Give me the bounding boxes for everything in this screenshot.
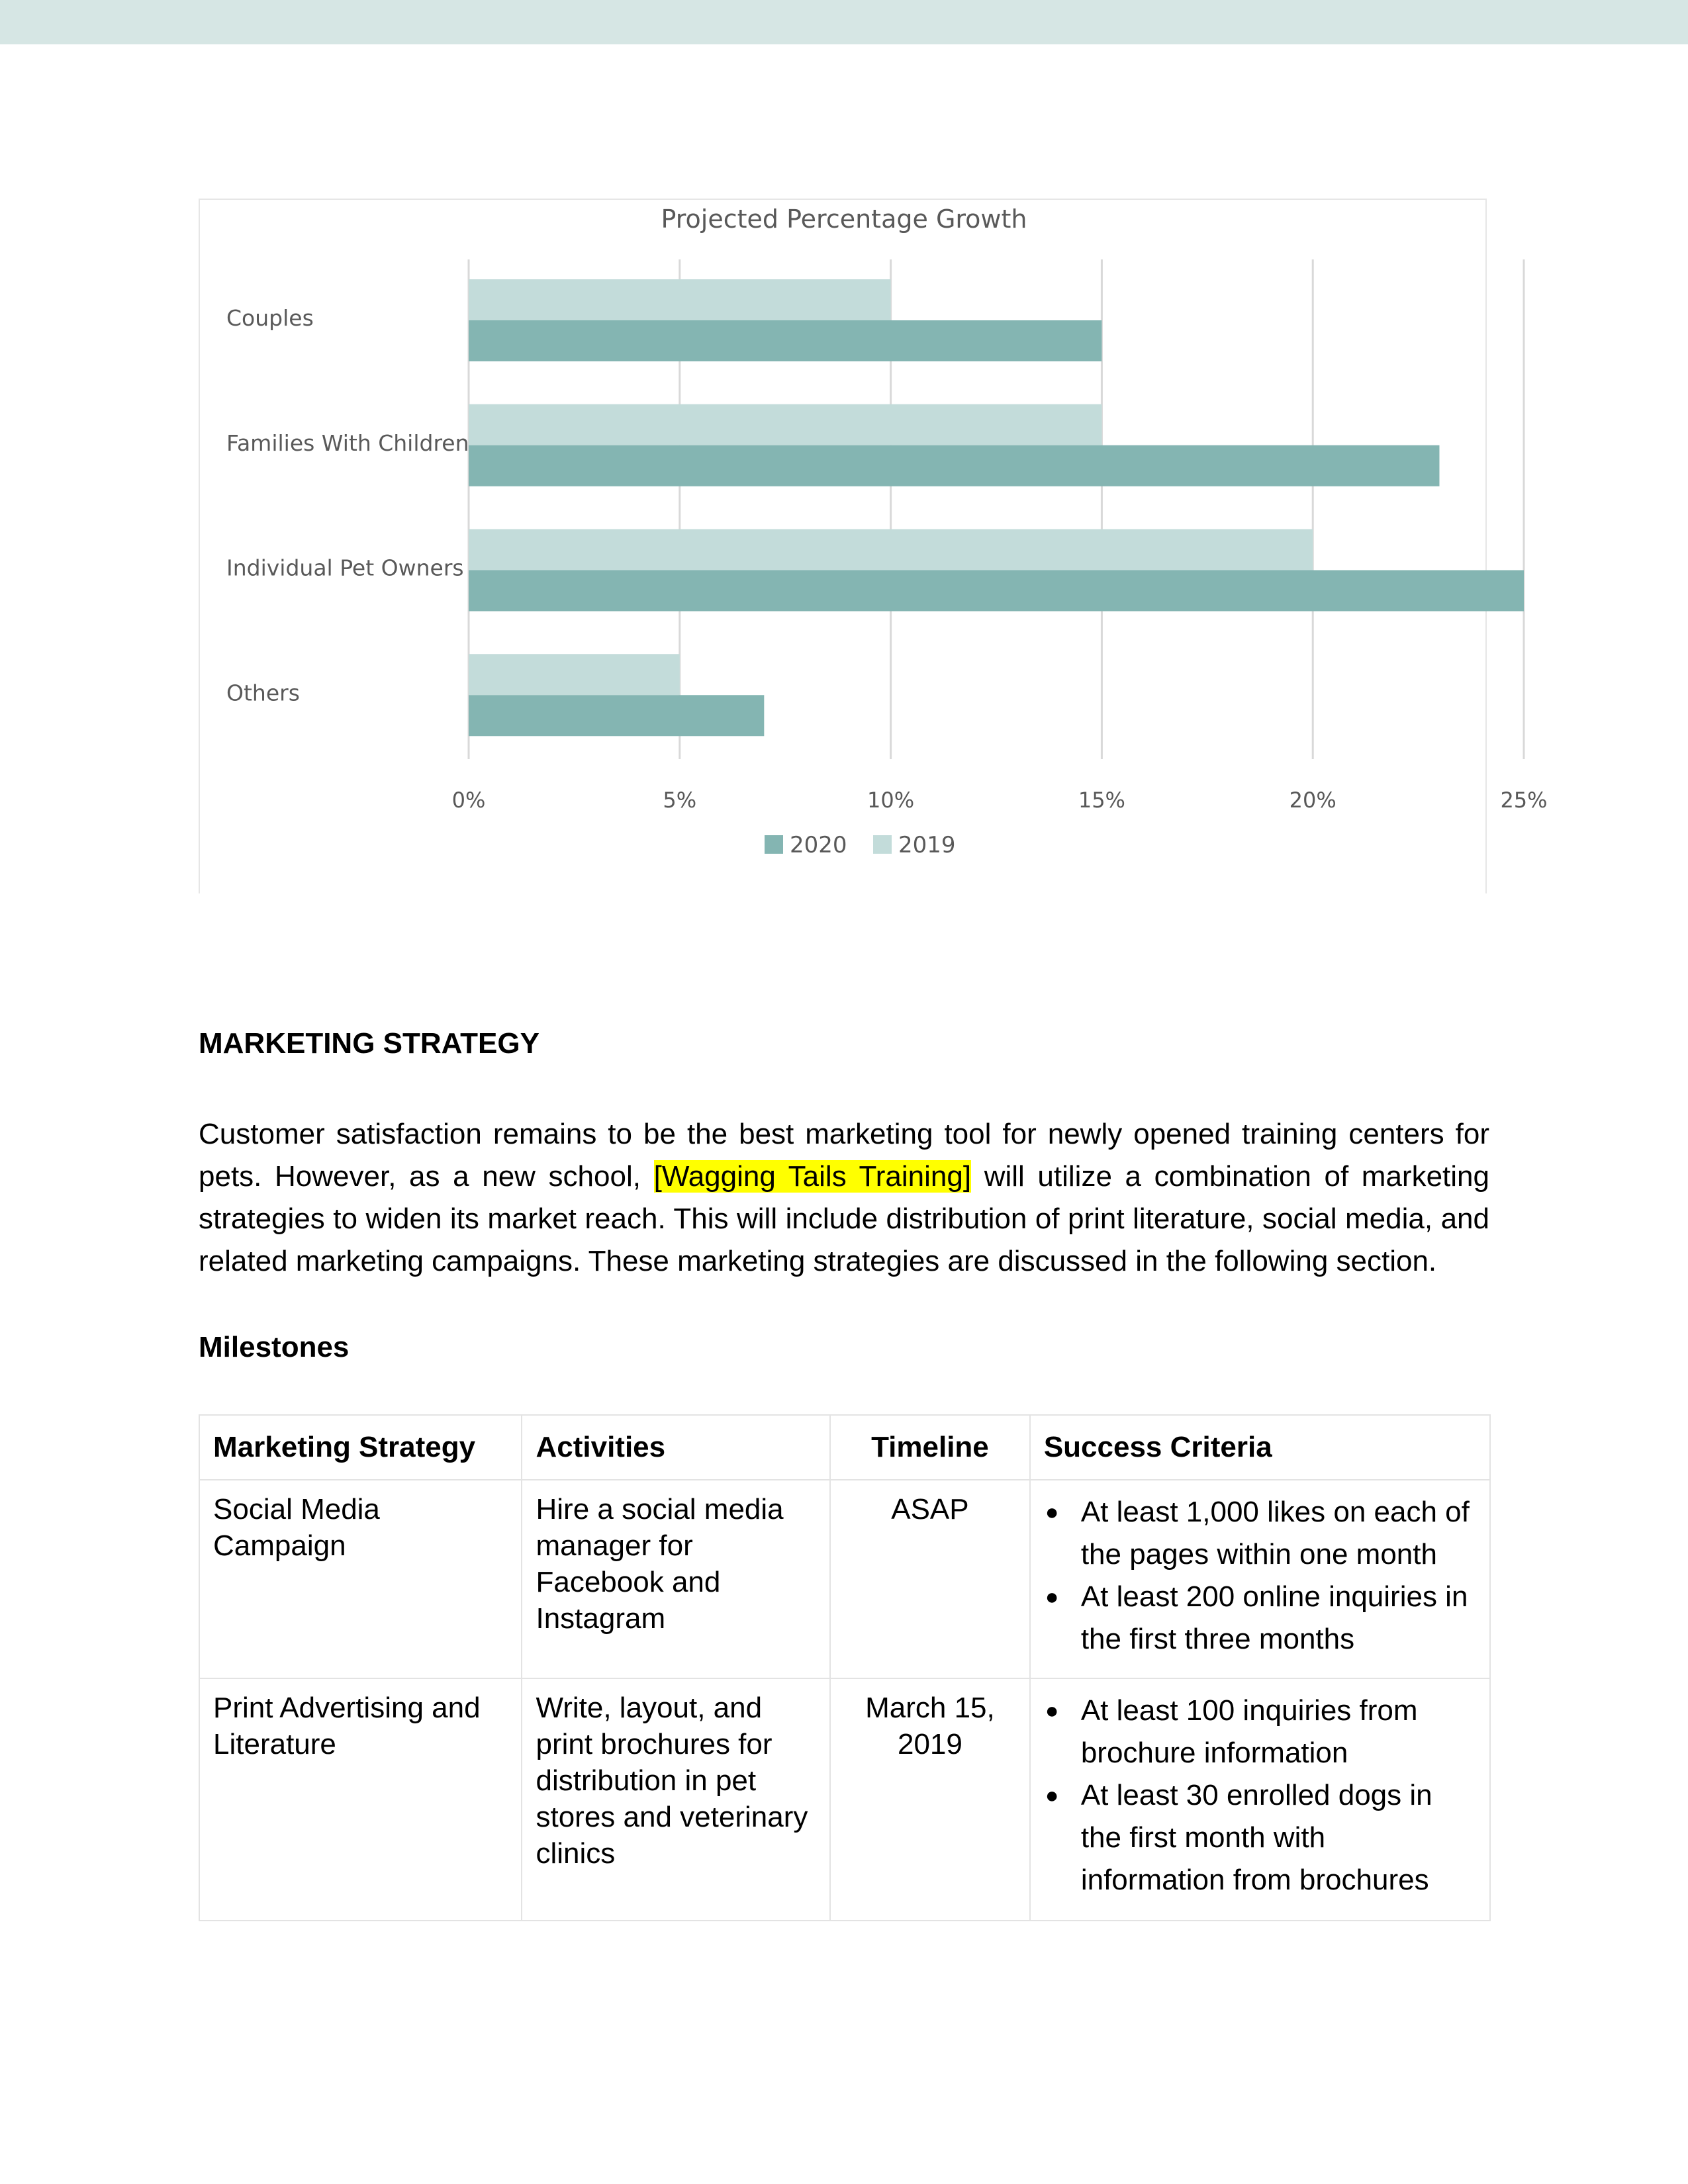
marketing-strategy-heading: MARKETING STRATEGY bbox=[199, 1027, 539, 1060]
legend-label: 2020 bbox=[790, 832, 847, 858]
column-header-criteria: Success Criteria bbox=[1030, 1415, 1490, 1480]
bar-2019 bbox=[469, 404, 1102, 445]
criteria-list bbox=[1044, 1491, 1476, 1661]
bar-2019 bbox=[469, 654, 680, 695]
category-label: Individual Pet Owners bbox=[226, 555, 464, 581]
column-header-activities: Activities bbox=[522, 1415, 830, 1480]
x-tick-label: 0% bbox=[451, 788, 486, 813]
bar-2020 bbox=[469, 570, 1524, 612]
column-header-strategy: Marketing Strategy bbox=[199, 1415, 522, 1480]
bar-2020 bbox=[469, 695, 764, 736]
cell-activities: Hire a social media manager for Facebook and Instagram bbox=[522, 1480, 830, 1678]
cell-strategy: Print Advertising and Literature bbox=[199, 1678, 522, 1921]
table-row bbox=[199, 1678, 1490, 1921]
cell-strategy: Social Media Campaign bbox=[199, 1480, 522, 1678]
x-tick-label: 15% bbox=[1078, 788, 1125, 813]
legend-label: 2019 bbox=[898, 832, 956, 858]
category-label: Couples bbox=[226, 305, 314, 331]
marketing-paragraph bbox=[199, 1113, 1489, 1283]
bar-2020 bbox=[469, 445, 1439, 486]
cell-criteria bbox=[1030, 1480, 1490, 1678]
category-label: Families With Children bbox=[226, 430, 469, 456]
x-tick-label: 20% bbox=[1289, 788, 1336, 813]
cell-criteria bbox=[1030, 1678, 1490, 1921]
x-tick-label: 10% bbox=[867, 788, 915, 813]
bar-2019 bbox=[469, 279, 891, 320]
cell-activities: Write, layout, and print brochures for distribution in pet stores and veterinary clinics bbox=[522, 1678, 830, 1921]
table-header-row bbox=[199, 1415, 1490, 1480]
column-header-timeline: Timeline bbox=[830, 1415, 1030, 1480]
chart-title: Projected Percentage Growth bbox=[661, 205, 1027, 234]
paragraph-text-end: will utilize a combination of marketing strategies to widen its market reach. This will include distribution of print literature, social media, and related marketing campaigns. These marketing strategies are discussed in the following section. bbox=[199, 1160, 1489, 1277]
growth-chart-svg bbox=[200, 200, 1548, 895]
list-item: ● At least 30 enrolled dogs in the first month with information from brochures bbox=[1081, 1774, 1476, 1901]
legend-swatch bbox=[765, 835, 783, 854]
legend-swatch bbox=[873, 835, 892, 854]
x-tick-label: 25% bbox=[1500, 788, 1548, 813]
page-header-bar bbox=[0, 0, 1688, 44]
milestones-table bbox=[199, 1414, 1491, 1921]
business-name-placeholder: [Wagging Tails Training] bbox=[653, 1160, 972, 1193]
table-row bbox=[199, 1480, 1490, 1678]
x-tick-label: 5% bbox=[663, 788, 697, 813]
milestones-heading: Milestones bbox=[199, 1331, 350, 1363]
bar-2020 bbox=[469, 320, 1102, 361]
cell-timeline: March 15, 2019 bbox=[830, 1678, 1030, 1921]
list-item: ● At least 1,000 likes on each of the pages within one month bbox=[1081, 1491, 1476, 1576]
growth-chart bbox=[199, 199, 1548, 893]
category-label: Others bbox=[226, 680, 300, 706]
criteria-list bbox=[1044, 1690, 1476, 1901]
paragraph-text-start: Customer satisfaction remains to be the best marketing tool for newly opened training centers for pets. However, as a new school, bbox=[199, 1118, 1489, 1193]
cell-timeline: ASAP bbox=[830, 1480, 1030, 1678]
list-item: ● At least 200 online inquiries in the first three months bbox=[1081, 1576, 1476, 1661]
bar-2019 bbox=[469, 529, 1313, 570]
list-item: ● At least 100 inquiries from brochure information bbox=[1081, 1690, 1476, 1774]
